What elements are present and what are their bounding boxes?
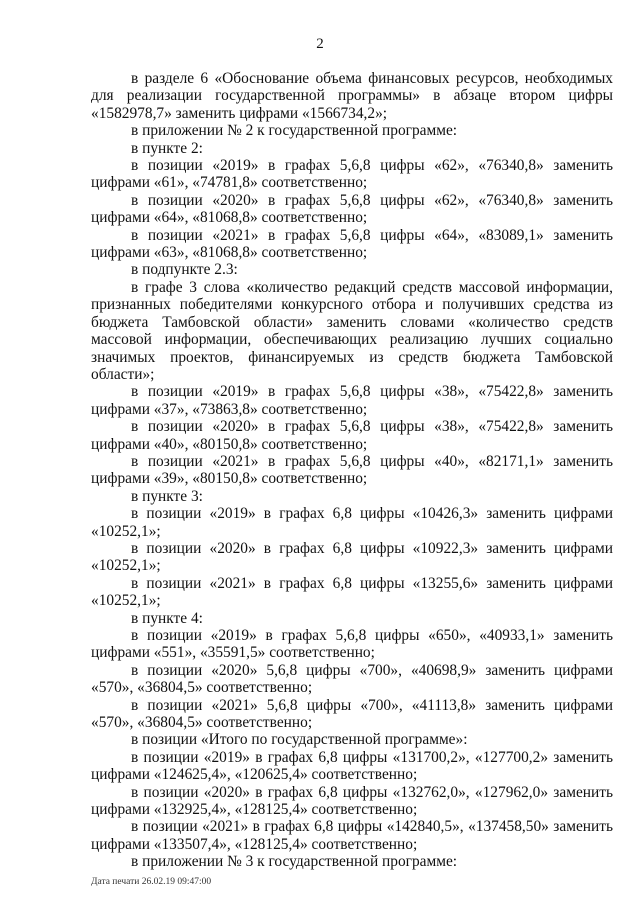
- print-date-footer: Дата печати 26.02.19 09:47:00: [91, 877, 212, 887]
- paragraph: в разделе 6 «Обоснование объема финансовых ресурсов, необходимых для реализации государственной программы» в абзаце втором цифры «1582978,7» заменить цифрами «1566734,2»;: [91, 70, 613, 122]
- paragraph: в приложении № 2 к государственной программе:: [131, 122, 458, 140]
- paragraph: в пункте 4:: [131, 609, 203, 627]
- paragraph: в пункте 3:: [131, 487, 203, 505]
- paragraph: в позиции «2020» 5,6,8 цифры «700», «40698,9» заменить цифрами «570», «36804,5» соответственно;: [91, 661, 613, 697]
- paragraph: в подпункте 2.3:: [131, 261, 238, 279]
- paragraph: в позиции «2021» в графах 5,6,8 цифры «40», «82171,1» заменить цифрами «39», «80150,8» соответственно;: [91, 452, 613, 488]
- paragraph: в позиции «2019» в графах 6,8 цифры «131700,2», «127700,2» заменить цифрами «124625,4», «120625,4» соответственно;: [91, 748, 613, 784]
- paragraph: в позиции «2021» 5,6,8 цифры «700», «41113,8» заменить цифрами «570», «36804,5» соответственно;: [91, 696, 613, 732]
- paragraph: в позиции «2021» в графах 6,8 цифры «13255,6» заменить цифрами «10252,1»;: [91, 574, 613, 610]
- paragraph: в позиции «2019» в графах 6,8 цифры «10426,3» заменить цифрами «10252,1»;: [91, 505, 613, 540]
- paragraph: в позиции «2020» в графах 5,6,8 цифры «62», «76340,8» заменить цифрами «64», «81068,8» соответственно;: [91, 191, 613, 227]
- paragraph: в графе 3 слова «количество редакций средств массовой информации, признанных победителями конкурсного отбора и получивших средства из бюджета Тамбовской области» заменить словами «количество средств массовой информации, обеспечивающих реализацию лучших социально значимых проектов, финансируемых из средств бюджета Тамбовской области»;: [91, 278, 613, 383]
- paragraph: в позиции «2021» в графах 6,8 цифры «142840,5», «137458,50» заменить цифрами «133507,4», «128125,4» соответственно;: [91, 818, 613, 853]
- document-body: [91, 70, 613, 871]
- paragraph: в позиции «2020» в графах 5,6,8 цифры «38», «75422,8» заменить цифрами «40», «80150,8» соответственно;: [91, 418, 613, 453]
- paragraph: в позиции «2019» в графах 5,6,8 цифры «38», «75422,8» заменить цифрами «37», «73863,8» соответственно;: [91, 383, 613, 418]
- paragraph: в позиции «2020» в графах 6,8 цифры «132762,0», «127962,0» заменить цифрами «132925,4», «128125,4» соответственно;: [91, 783, 613, 819]
- paragraph: в приложении № 3 к государственной программе:: [131, 853, 458, 871]
- paragraph: в позиции «2020» в графах 6,8 цифры «10922,3» заменить цифрами «10252,1»;: [91, 539, 613, 575]
- paragraph: в позиции «2019» в графах 5,6,8 цифры «650», «40933,1» заменить цифрами «551», «35591,5» соответственно;: [91, 627, 613, 662]
- page-number: 2: [316, 36, 324, 52]
- paragraph: в позиции «Итого по государственной программе»:: [131, 731, 468, 749]
- paragraph: в пункте 2:: [131, 139, 203, 157]
- paragraph: в позиции «2021» в графах 5,6,8 цифры «64», «83089,1» заменить цифрами «63», «81068,8» соответственно;: [91, 226, 613, 262]
- paragraph: в позиции «2019» в графах 5,6,8 цифры «62», «76340,8» заменить цифрами «61», «74781,8» соответственно;: [91, 157, 613, 192]
